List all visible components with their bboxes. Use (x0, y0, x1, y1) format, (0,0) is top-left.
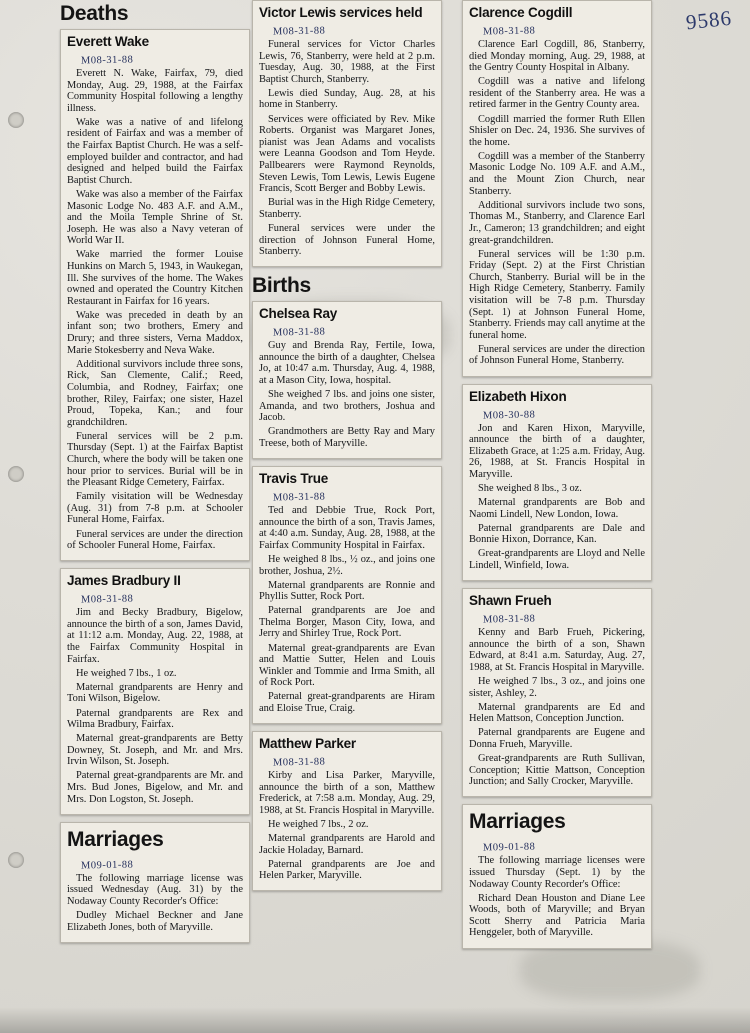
article-paragraph: Maternal grandparents are Bob and Naomi Lindell, New London, Iowa. (469, 497, 645, 520)
article-paragraph: Jon and Karen Hixon, Maryville, announce the birth of a daughter, Elizabeth Grace, at 1:25 a.m. Friday, Aug. 26, 1988, at St. Francis Hospital in Maryville. (469, 422, 645, 480)
handwritten-index-code: M08-31-88 (80, 54, 134, 67)
news-clipping (252, 731, 442, 891)
entry-headline: Elizabeth Hixon (469, 388, 567, 404)
article-paragraph: Maternal great-grandparents are Betty Downey, St. Joseph, and Mr. and Mrs. Irvin Wilson, St. Joseph. (67, 733, 243, 768)
article-paragraph: Funeral services were under the direction of Johnson Funeral Home, Stanberry. (259, 222, 435, 258)
article-paragraph: Funeral services for Victor Charles Lewis, 76, Stanberry, were held at 2 p.m. Tuesday, Aug. 30, 1988, at the First Baptist Church, Stanberry. (259, 39, 435, 85)
article-paragraph: Paternal grandparents are Joe and Thelma Borger, Mason City, Iowa, and Jerry and Shirley True, Rock Port. (259, 605, 435, 640)
entry-headline: Matthew Parker (259, 736, 356, 752)
article-paragraph: Wake was preceded in death by an infant son; two brothers, Emery and Drury; and three sisters, Verna Maddox, Marie Stokesberry and Neva Wake. (67, 309, 243, 356)
binder-hole (8, 112, 24, 128)
article-paragraph: Wake was a native of and lifelong resident of Fairfax and was a member of the Fairfax Baptist Church. He was a self-employed builder and contractor, and had designed and helped build the Fairfax Baptist Church. (67, 116, 243, 186)
article-paragraph: Great-grandparents are Ruth Sullivan, Conception; Kittie Mattson, Conception Junction; and Sally Crocker, Maryville. (469, 753, 645, 788)
article-paragraph: Ted and Debbie True, Rock Port, announce the birth of a son, Travis James, at 4:40 a.m. Sunday, Aug. 28, 1988, at the Fairfax Community Hospital in Fairfax. (259, 505, 435, 551)
news-clipping (60, 822, 250, 943)
news-clipping (462, 588, 652, 797)
article-paragraph: Paternal grandparents are Joe and Helen Parker, Maryville. (259, 858, 435, 882)
entry-headline: Shawn Frueh (469, 593, 552, 609)
article-paragraph: Guy and Brenda Ray, Fertile, Iowa, announce the birth of a daughter, Chelsea Jo, at 10:47 a.m. Thursday, Aug. 4, 1988, at a Mason City, Iowa, hospital. (259, 340, 435, 386)
article-paragraph: Cogdill was a member of the Stanberry Masonic Lodge No. 109 A.F. and A.M., and the Mount Zion Church, near Stanberry. (469, 150, 645, 197)
article-paragraph: Funeral services are under the direction of Johnson Funeral Home, Stanberry. (469, 343, 645, 367)
column-1 (60, 0, 250, 950)
article-paragraph: Jim and Becky Bradbury, Bigelow, announce the birth of a son, James David, at 11:12 a.m. Monday, Aug. 22, 1988, at the Fairfax Community Hospital in Fairfax. (67, 607, 243, 665)
article-paragraph: Dudley Michael Beckner and Jane Elizabeth Jones, both of Maryville. (67, 910, 243, 933)
news-clipping (462, 384, 652, 582)
binder-hole (8, 466, 24, 482)
news-clipping (462, 804, 652, 948)
article-paragraph: Family visitation will be Wednesday (Aug. 31) from 7-8 p.m. at Schooler Funeral Home, Fairfax. (67, 491, 243, 526)
section-heading: Deaths (60, 2, 129, 25)
handwritten-index-code: M08-31-88 (272, 25, 326, 38)
binder-hole (8, 852, 24, 868)
article-paragraph: Richard Dean Houston and Diane Lee Woods, both of Maryville; and Bryan Scott Sherry and Patricia Maria Henggeler, both of Maryville. (469, 892, 645, 939)
article-paragraph: Wake was also a member of the Fairfax Masonic Lodge No. 483 A.F. and A.M., and the Moila Temple Shrine of St. Joseph. He was also a Navy veteran of World War II. (67, 188, 243, 247)
article-paragraph: He weighed 7 lbs., 3 oz., and joins one sister, Ashley, 2. (469, 676, 645, 699)
article-paragraph: Paternal grandparents are Eugene and Donna Frueh, Maryville. (469, 727, 645, 750)
section-heading: Births (252, 274, 311, 298)
news-clipping (252, 301, 442, 459)
handwritten-index-code: M08-31-88 (80, 593, 134, 606)
article-paragraph: Services were officiated by Rev. Mike Roberts. Organist was Margaret Jones, pianist was Jean Adams and vocalists were Leanna Goodson and Tom Heyde. Pallbearers were Raymond Reynolds, Steven Lewis, Tom Lewis, Lewis Eugene Francis, Scott Berger and Bobby Lewis. (259, 113, 435, 195)
handwritten-index-code: M09-01-88 (482, 841, 536, 854)
news-clipping (462, 0, 652, 377)
news-clipping (252, 0, 442, 267)
handwritten-page-number: 9586 (684, 5, 734, 35)
section-heading: Marriages (67, 827, 164, 851)
article-paragraph: Maternal grandparents are Henry and Toni Wilson, Bigelow. (67, 681, 243, 705)
article-paragraph: Everett N. Wake, Fairfax, 79, died Monday, Aug. 29, 1988, at the Fairfax Community Hospital following a lengthy illness. (67, 68, 243, 114)
entry-headline: Victor Lewis services held (259, 5, 423, 20)
news-clipping (60, 568, 250, 815)
article-paragraph: Great-grandparents are Lloyd and Nelle Lindell, Winfield, Iowa. (469, 548, 645, 572)
entry-headline: Chelsea Ray (259, 306, 338, 322)
entry-headline: Everett Wake (67, 34, 149, 49)
article-paragraph: Paternal grandparents are Rex and Wilma Bradbury, Fairfax. (67, 707, 243, 731)
news-clipping (252, 466, 442, 724)
handwritten-index-code: M08-30-88 (482, 408, 536, 422)
handwritten-index-code: M08-31-88 (272, 756, 326, 769)
section-heading: Marriages (469, 810, 566, 834)
column-3 (462, 0, 652, 956)
entry-headline: James Bradbury II (67, 573, 181, 589)
article-paragraph: Wake married the former Louise Hunkins on March 5, 1943, in Waukegan, Ill. She survives of the home. The Wakes owned and operated the Country Kitchen Restaurant in Fairfax for 16 years. (67, 249, 243, 307)
article-paragraph: Maternal great-grandparents are Evan and Mattie Sutter, Helen and Louis Winkler and Tommie and Irma Smith, all of Rock Port. (259, 642, 435, 689)
article-paragraph: Paternal great-grandparents are Hiram and Eloise True, Craig. (259, 691, 435, 715)
article-paragraph: He weighed 8 lbs., ½ oz., and joins one brother, Joshua, 2½. (259, 553, 435, 577)
article-paragraph: Paternal great-grandparents are Mr. and Mrs. Bud Jones, Bigelow, and Mr. and Mrs. Don Logston, St. Joseph. (67, 770, 243, 805)
article-paragraph: She weighed 8 lbs., 3 oz. (478, 483, 582, 494)
article-paragraph: He weighed 7 lbs., 2 oz. (268, 819, 369, 830)
entry-headline: Clarence Cogdill (469, 5, 573, 20)
handwritten-index-code: M08-31-88 (272, 491, 326, 504)
article-paragraph: He weighed 7 lbs., 1 oz. (76, 667, 177, 679)
article-paragraph: Cogdill married the former Ruth Ellen Shisler on Dec. 24, 1936. She survives of the home. (469, 113, 645, 148)
handwritten-index-code: M09-01-88 (80, 859, 134, 872)
article-paragraph: Paternal grandparents are Dale and Bonnie Hixon, Dorrance, Kan. (469, 522, 645, 546)
article-paragraph: Funeral services will be 1:30 p.m. Friday (Sept. 2) at the First Christian Church, Stanberry. Burial will be in the High Ridge Cemetery, Stanberry. Family visitation will be 7-8 p.m. Thursday (Sept. 1) at Johnson Funeral Home, Stanberry. Friends may call anytime at the funeral home. (469, 248, 645, 341)
article-paragraph: Maternal grandparents are Ronnie and Phyllis Sutter, Rock Port. (259, 579, 435, 603)
handwritten-index-code: M08-31-88 (482, 25, 536, 38)
entry-headline: Travis True (259, 471, 329, 487)
article-paragraph: Kirby and Lisa Parker, Maryville, announce the birth of a son, Matthew Frederick, at 7:58 a.m. Monday, Aug. 29, 1988, at St. Francis Hospital in Maryville. (259, 770, 435, 816)
article-paragraph: Kenny and Barb Frueh, Pickering, announce the birth of a son, Shawn Edward, at 8:41 a.m. Saturday, Aug. 27, 1988, at St. Francis Hospital in Maryville. (469, 627, 645, 673)
article-paragraph: Maternal grandparents are Ed and Helen Mattson, Conception Junction. (469, 701, 645, 725)
article-paragraph: Lewis died Sunday, Aug. 28, at his home in Stanberry. (259, 87, 435, 111)
handwritten-index-code: M08-31-88 (272, 326, 326, 339)
column-2 (252, 0, 442, 898)
article-paragraph: Grandmothers are Betty Ray and Mary Treese, both of Maryville. (259, 426, 435, 449)
article-paragraph: Funeral services are under the direction of Schooler Funeral Home, Fairfax. (67, 528, 243, 552)
news-clipping (60, 29, 250, 561)
handwritten-index-code: M08-31-88 (482, 613, 536, 626)
article-paragraph: Funeral services will be 2 p.m. Thursday (Sept. 1) at the Fairfax Baptist Church, where the body will be taken one hour prior to services. Burial will be in the Pleasant Ridge Cemetery, Fairfax. (67, 430, 243, 489)
article-paragraph: Clarence Earl Cogdill, 86, Stanberry, died Monday morning, Aug. 29, 1988, at the Gentry County Hospital in Albany. (469, 39, 645, 74)
article-paragraph: The following marriage licenses were issued Thursday (Sept. 1) by the Nodaway County Recorder's Office: (469, 855, 645, 890)
article-paragraph: Additional survivors include two sons, Thomas M., Stanberry, and Clarence Earl Jr., Cameron; 13 grandchildren; and eight great-grandchildren. (469, 199, 645, 246)
article-paragraph: Additional survivors include three sons, Rick, San Clemente, Calif.; Reed, Columbia, and Rodney, Fairfax; one brother, Riley, Fairfax; one sister, Hazel Proud, Topeka, Kan.; and four grandchildren. (67, 358, 243, 428)
page-edge-shadow (0, 1007, 750, 1033)
article-paragraph: Burial was in the High Ridge Cemetery, Stanberry. (259, 197, 435, 220)
article-paragraph: The following marriage license was issued Wednesday (Aug. 31) by the Nodaway County Recorder's Office: (67, 872, 243, 907)
article-paragraph: Maternal grandparents are Harold and Jackie Holaday, Barnard. (259, 833, 435, 856)
article-paragraph: Cogdill was a native and lifelong resident of the Stanberry area. He was a retired farmer in the Gentry County area. (469, 76, 645, 111)
article-paragraph: She weighed 7 lbs. and joins one sister, Amanda, and two brothers, Joshua and Jacob. (259, 389, 435, 424)
